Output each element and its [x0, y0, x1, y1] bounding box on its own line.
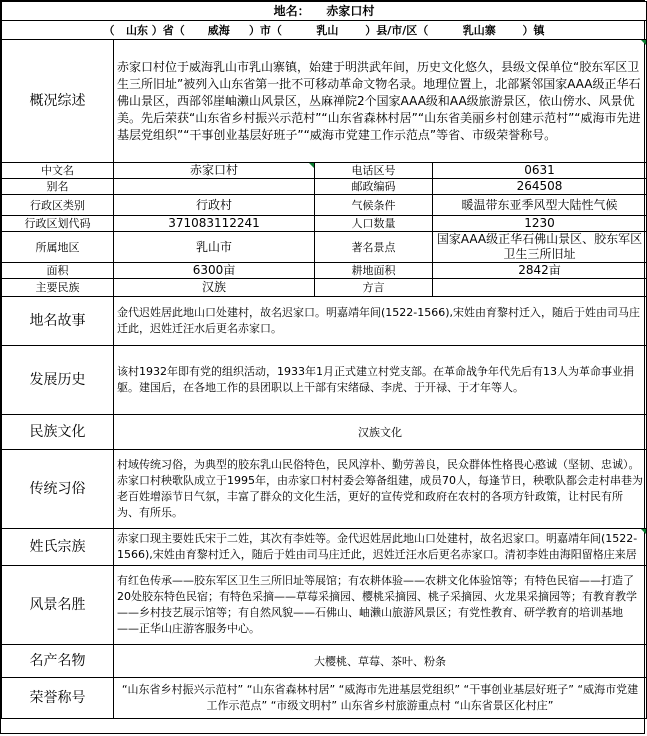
overview-text: 赤家口村位于威海乳山市乳山寨镇，始建于明洪武年间，历史文化悠久，县级文保单位“胶东军区卫生三所旧址”被列入山东省第一批不可移动革命文物名录。地理位置上，北部紧邻国家AAA级正华石佛山景区，西部邻崖岫濑山风景区，丛麻禅院2个国家AAA级和AA级旅游景区，依山傍水、风景优美。先后荣获“山东省乡村振兴示范村”“山东省森林村居”“山东省美丽乡村创建示范村”“威海市先进基层党组织”“干事创业基层好班子”“威海市党建工作示范点”等省、市级荣誉称号。 — [114, 40, 647, 163]
product-row — [2, 645, 647, 678]
product-text: 大樱桃、草莓、茶叶、粉条 — [114, 645, 647, 678]
scenic-label: 著名景点 — [315, 232, 433, 263]
info-row-4 — [2, 216, 647, 232]
dialect-label: 方言 — [315, 279, 433, 297]
custom-row — [2, 450, 647, 529]
history-text: 该村1932年即有党的组织活动，1933年1月正式建立村党支部。在革命战争年代先后有13人为革命事业捐躯。建国后，在各地工作的县团职以上干部有宋绪碌、李虎、于开禄、于才年等人。 — [114, 346, 647, 415]
village-name: 赤家口村 — [326, 3, 375, 18]
address-bracket: （ — [103, 23, 115, 37]
address-county: 乳山 — [316, 23, 339, 37]
population-label: 人口数量 — [315, 216, 433, 232]
title-label: 地名： — [273, 3, 310, 18]
farm-value: 2842亩 — [433, 263, 647, 279]
info-row-1 — [2, 163, 647, 179]
history-label: 发展历史 — [2, 346, 114, 415]
culture-row — [2, 415, 647, 450]
address-county-suffix: ）县/市/区（ — [365, 23, 429, 37]
phone-value: 0631 — [433, 163, 647, 179]
story-text: 金代迟姓居此地山口处建村，故名迟家口。明嘉靖年间(1522-1566),宋姓由育黎村迁入，随后于姓由司马庄迁此，迟姓迁汪水后更名赤家口。 — [114, 297, 647, 346]
address-town: 乳山寨 — [462, 23, 496, 37]
phone-label: 电话区号 — [315, 163, 433, 179]
climate-label: 气候条件 — [315, 195, 433, 216]
region-label: 所属地区 — [2, 232, 114, 263]
cn-name-label: 中文名 — [2, 163, 114, 179]
code-label: 行政区划代码 — [2, 216, 114, 232]
scenery-text: 有红色传承——胶东军区卫生三所旧址等展馆；有农耕体验——农耕文化体验馆等；有特色民宿——打造了20处胶东特色民宿；有特色采摘——草莓采摘园、樱桃采摘园、桃子采摘园、火龙果采摘园等；有教育教学——乡村技艺展示馆等；有自然风貌——石佛山、岫濑山旅游风景区；有党性教育、研学教育的培训基地——正华山庄游客服务中心。 — [114, 566, 647, 645]
info-row-6 — [2, 263, 647, 279]
clan-text: 赤家口现主要姓氏宋于二姓，其次有李姓等。金代迟姓居此地山口处建村，故名迟家口。明嘉靖年间(1522-1566),宋姓由育黎村迁入，随后于姓由司马庄迁此，迟姓迁汪水后更名赤家口。清初李姓由海阳留格庄来居 — [114, 529, 647, 566]
overview-label: 概况综述 — [2, 40, 114, 163]
address-cell — [2, 21, 647, 40]
address-town-suffix: ）镇 — [522, 23, 545, 37]
category-value: 行政村 — [114, 195, 315, 216]
honor-row — [2, 678, 647, 719]
clan-row — [2, 529, 647, 566]
history-row — [2, 346, 647, 415]
title-cell — [2, 2, 647, 21]
climate-value: 暖温带东亚季风型大陆性气候 — [433, 195, 647, 216]
culture-text: 汉族文化 — [114, 415, 647, 450]
story-label: 地名故事 — [2, 297, 114, 346]
honor-text: “山东省乡村振兴示范村” “山东省森林村居” “威海市先进基层党组织” “干事创业基层好班子” “威海市党建工作示范点” “市级文明村” 山东省乡村旅游重点村 “山东省景区化村庄” — [114, 678, 647, 719]
scenery-row — [2, 566, 647, 645]
scenic-value: 国家AAA级正华石佛山景区、胶东军区卫生三所旧址 — [433, 232, 647, 263]
info-row-7 — [2, 279, 647, 297]
scenery-label: 风景名胜 — [2, 566, 114, 645]
info-row-5 — [2, 232, 647, 263]
area-label: 面积 — [2, 263, 114, 279]
dialect-value — [433, 279, 647, 297]
ethnic-label: 主要民族 — [2, 279, 114, 297]
farm-label: 耕地面积 — [315, 263, 433, 279]
custom-label: 传统习俗 — [2, 450, 114, 529]
overview-row — [2, 40, 647, 163]
address-province: 山东 — [125, 23, 148, 37]
region-value: 乳山市 — [114, 232, 315, 263]
area-value: 6300亩 — [114, 263, 315, 279]
honor-label: 荣誉称号 — [2, 678, 114, 719]
product-label: 名产名物 — [2, 645, 114, 678]
clan-label: 姓氏宗族 — [2, 529, 114, 566]
story-row — [2, 297, 647, 346]
alias-label: 别名 — [2, 179, 114, 195]
info-row-2 — [2, 179, 647, 195]
ethnic-value: 汉族 — [114, 279, 315, 297]
culture-label: 民族文化 — [2, 415, 114, 450]
title-row — [2, 2, 647, 21]
alias-value — [114, 179, 315, 195]
custom-text: 村域传统习俗，为典型的胶东乳山民俗特色，民风淳朴、勤劳善良，民众群体性格畏心憨诚（坚韧、忠诚）。赤家口村秧歌队成立于1995年，由赤家口村村委会筹备组建，成员70人，每逢节日，秧歌队都会走村串巷为老百姓增添节日气氛，丰富了群众的文化生活，更好的宣传党和政府在农村的各项方针政策，让村民有所为、有所乐。 — [114, 450, 647, 529]
population-value: 1230 — [433, 216, 647, 232]
code-value: 371083112241 — [114, 216, 315, 232]
address-city: 威海 — [207, 23, 230, 37]
postal-value: 264508 — [433, 179, 647, 195]
address-row — [2, 21, 647, 40]
info-row-3 — [2, 195, 647, 216]
postal-label: 邮政编码 — [315, 179, 433, 195]
info-table — [1, 1, 647, 719]
cn-name-value: 赤家口村 — [114, 163, 315, 179]
category-label: 行政区类别 — [2, 195, 114, 216]
address-city-suffix: ）市（ — [248, 23, 282, 37]
address-province-suffix: ）省（ — [151, 23, 185, 37]
